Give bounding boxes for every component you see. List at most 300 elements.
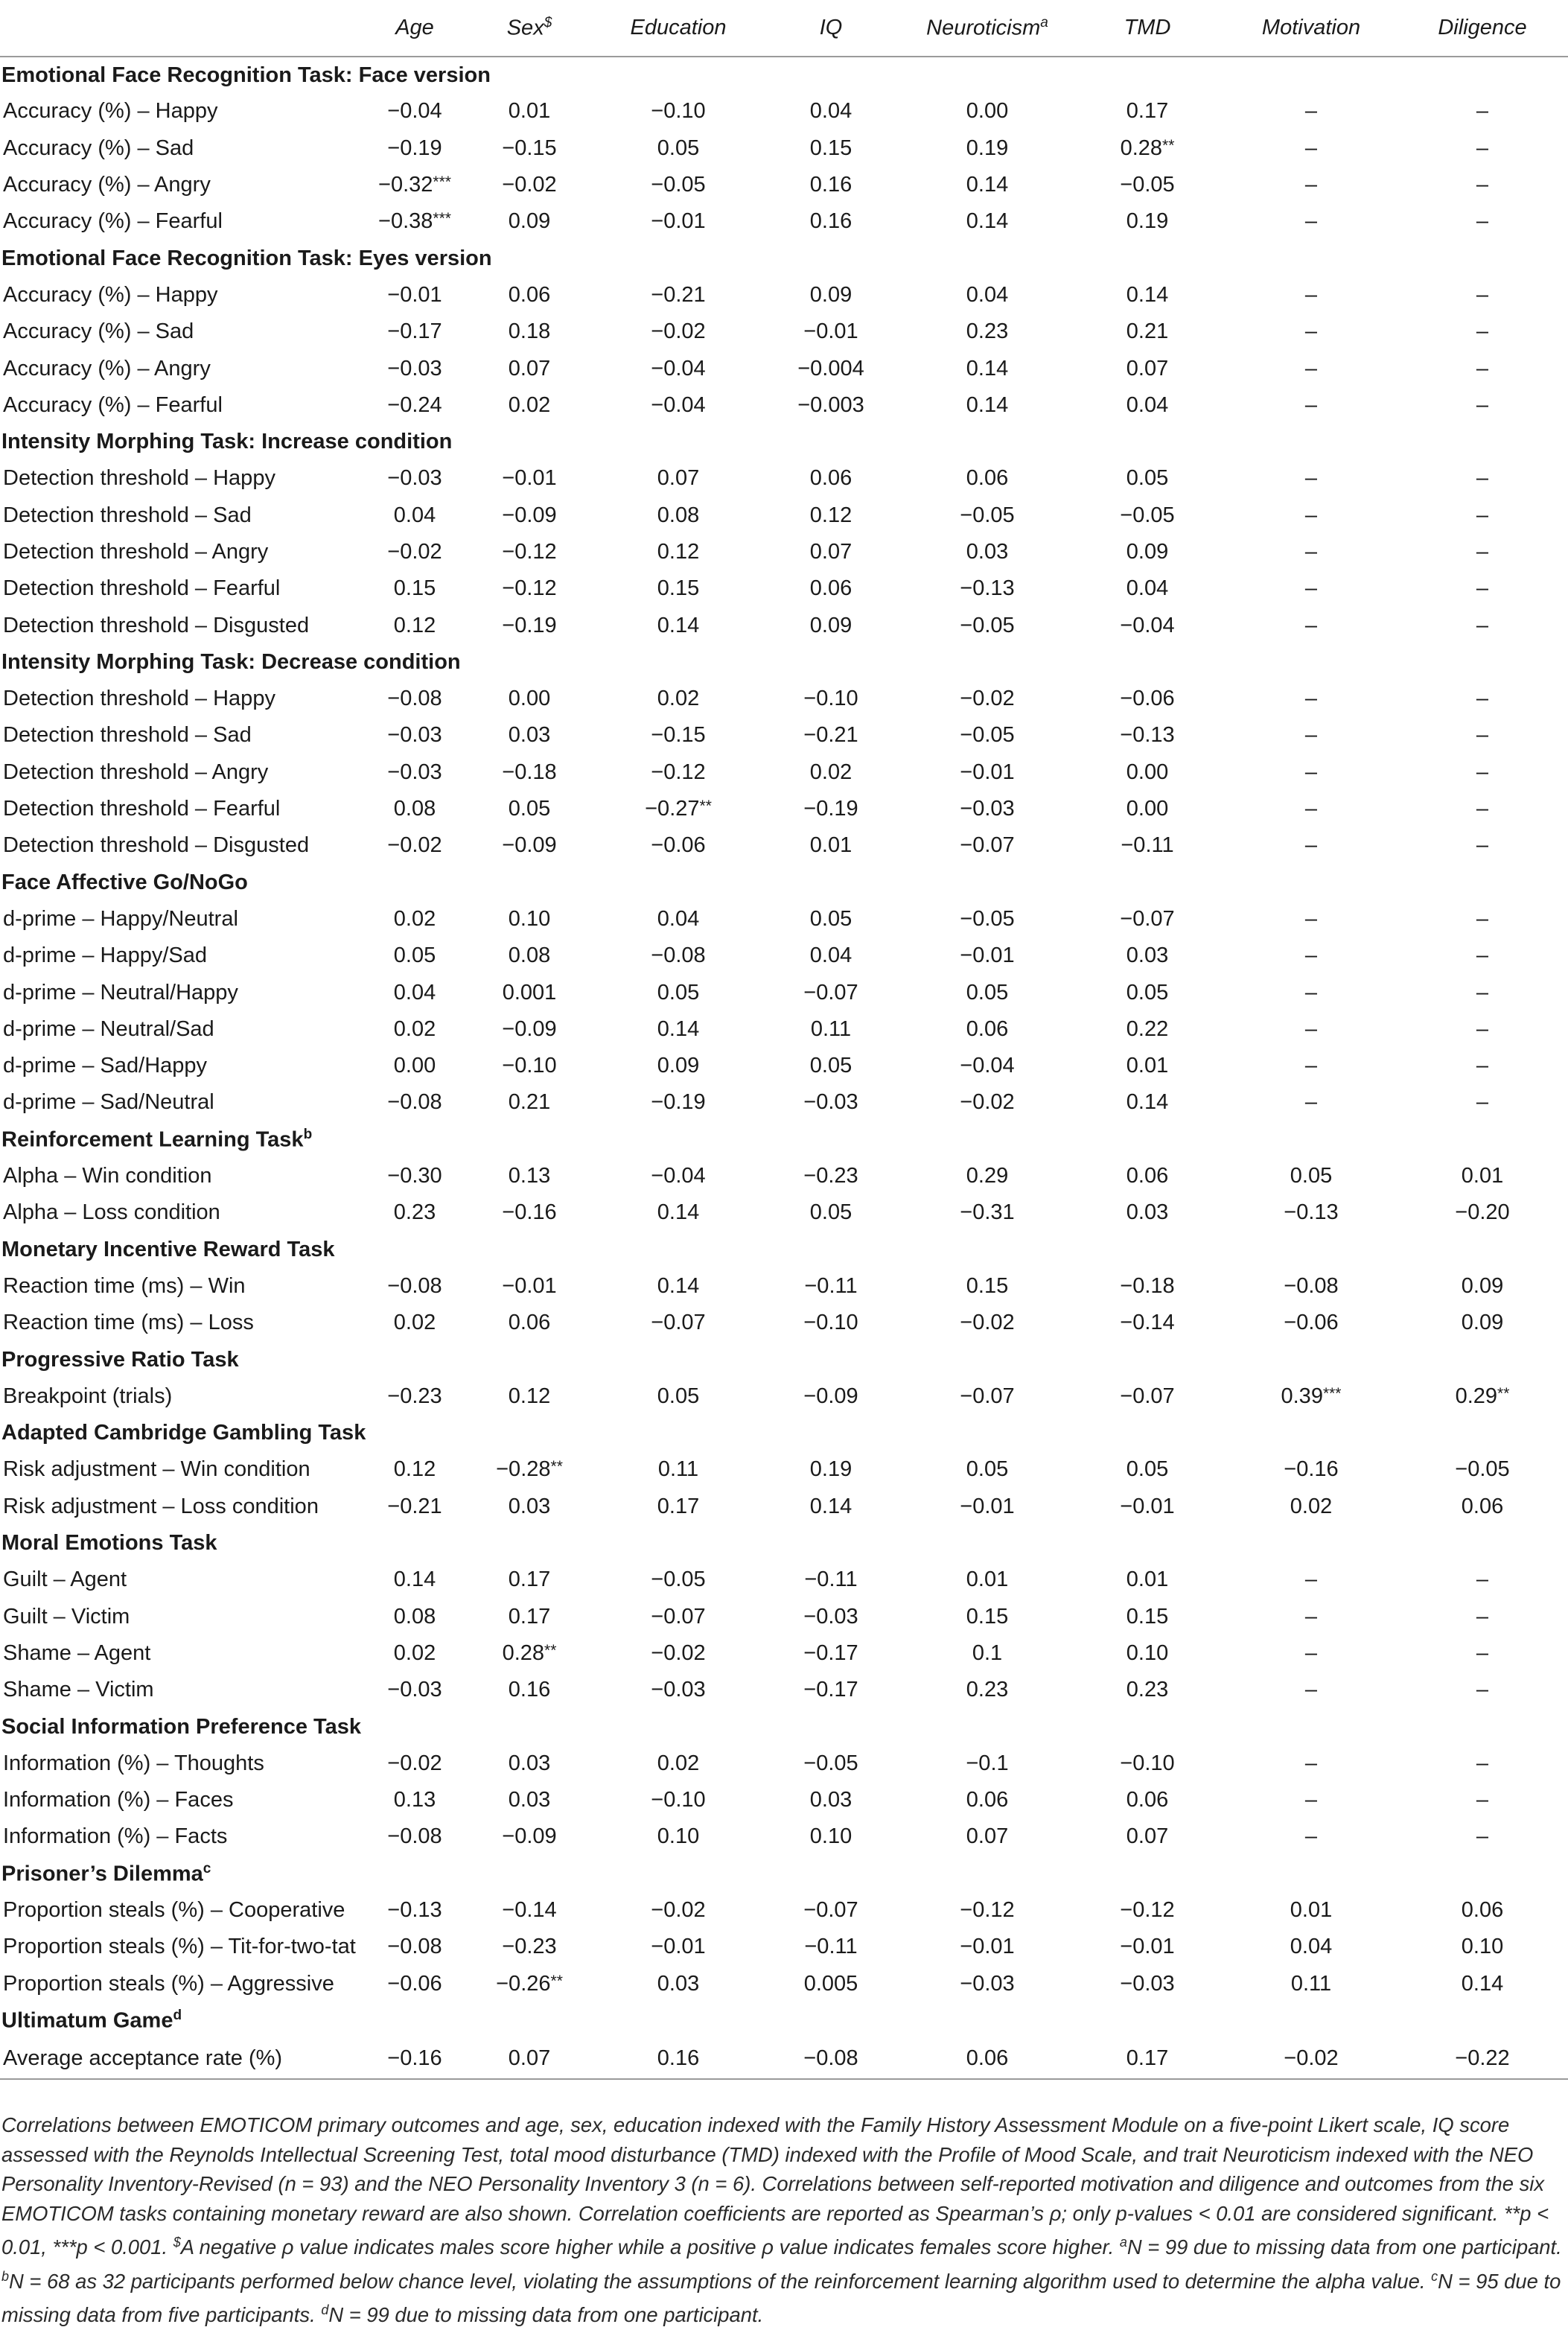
table-cell: 0.02 xyxy=(1290,1494,1333,1518)
table-cell: −0.01 xyxy=(1120,1494,1175,1518)
table-cell: 0.10 xyxy=(508,906,551,931)
table-cell: 0.14 xyxy=(966,209,1009,234)
table-cell: 0.06 xyxy=(905,2039,1069,2079)
table-cell: 0.14 xyxy=(1126,282,1169,307)
table-row xyxy=(0,1598,1568,1634)
table-cell: −0.08 xyxy=(387,1824,442,1849)
table-cell: 0.05 xyxy=(1126,980,1169,1005)
section-title-text: Progressive Ratio Task xyxy=(1,1347,239,1372)
section-title-text: Intensity Morphing Task: Decrease condition xyxy=(1,649,461,674)
table-cell: −0.004 xyxy=(797,356,864,381)
table-row xyxy=(0,1929,1568,1965)
table-cell: 0.05 xyxy=(657,980,700,1005)
table-row xyxy=(0,717,1568,754)
table-cell: −0.02 xyxy=(651,1640,706,1665)
row-label: Proportion steals (%) – Tit-for-two-tat xyxy=(3,1935,356,1959)
table-cell: 0.11 xyxy=(657,1457,699,1482)
table-cell: – xyxy=(1304,1788,1318,1812)
table-cell: – xyxy=(1476,1054,1489,1078)
table-row xyxy=(0,497,1568,534)
table-cell: −0.003 xyxy=(797,392,864,417)
table-cell: −0.02 xyxy=(387,1751,442,1775)
row-label: Proportion steals (%) – Cooperative xyxy=(3,1897,345,1922)
table-row xyxy=(0,387,1568,424)
table-cell: −0.19 xyxy=(651,1090,706,1115)
table-cell: 0.09 xyxy=(1461,1273,1504,1298)
table-cell: −0.01 xyxy=(960,1494,1015,1518)
row-label: Proportion steals (%) – Aggressive xyxy=(3,1971,334,1996)
table-cell: −0.13 xyxy=(960,576,1015,601)
table-cell: 0.12 xyxy=(657,540,700,564)
table-cell: −0.07 xyxy=(1120,1384,1175,1408)
table-cell: −0.05 xyxy=(1120,173,1175,197)
table-cell: – xyxy=(1476,356,1489,381)
table-cell: 0.05 xyxy=(1126,466,1169,491)
section-footnote-marker: b xyxy=(303,1126,313,1142)
table-cell: 0.11 xyxy=(1290,1971,1332,1996)
table-cell: 0.09 xyxy=(809,282,852,307)
section-header xyxy=(0,1856,1568,1892)
table-cell: −0.02 xyxy=(1226,2039,1397,2079)
table-cell: −0.07 xyxy=(803,980,858,1005)
table-cell: −0.03 xyxy=(387,356,442,381)
table-cell: −0.14 xyxy=(502,1897,557,1922)
table-cell: – xyxy=(1304,503,1318,527)
table-row xyxy=(0,277,1568,313)
row-label: Accuracy (%) – Happy xyxy=(3,282,218,307)
table-cell: 0.10 xyxy=(809,1824,852,1849)
table-cell: −0.01 xyxy=(651,209,706,234)
table-cell: 0.09 xyxy=(508,209,551,234)
table-cell: 0.05 xyxy=(966,980,1009,1005)
row-label: Shame – Agent xyxy=(3,1640,151,1665)
section-header xyxy=(0,2002,1568,2039)
table-row xyxy=(0,1084,1568,1121)
table-cell: 0.03 xyxy=(508,1751,551,1775)
table-cell: 0.14 xyxy=(657,613,700,637)
table-cell: 0.15 xyxy=(393,576,436,601)
table-cell: −0.10 xyxy=(651,99,706,124)
section-header xyxy=(0,1415,1568,1451)
table-cell: 0.03 xyxy=(1126,1200,1169,1225)
table-cell: – xyxy=(1476,980,1489,1005)
table-cell: −0.13 xyxy=(1120,723,1175,748)
table-cell: −0.01 xyxy=(803,319,858,344)
table-cell: −0.26** xyxy=(496,1971,563,1996)
table-cell: 0.16 xyxy=(809,173,852,197)
section-title xyxy=(0,240,1568,276)
table-cell: −0.10 xyxy=(1120,1751,1175,1775)
row-label: Risk adjustment – Loss condition xyxy=(3,1494,319,1518)
table-cell: −0.15 xyxy=(502,136,557,160)
table-cell: – xyxy=(1304,576,1318,601)
table-cell: 0.03 xyxy=(966,540,1009,564)
section-header xyxy=(0,1525,1568,1562)
row-label: Accuracy (%) – Angry xyxy=(3,356,211,381)
row-label: d-prime – Neutral/Sad xyxy=(3,1016,214,1041)
table-cell: 0.02 xyxy=(657,1751,700,1775)
row-label: Average acceptance rate (%) xyxy=(0,2039,371,2079)
table-cell: – xyxy=(1476,687,1489,711)
table-cell: 0.21 xyxy=(508,1090,551,1115)
table-cell: – xyxy=(1476,723,1489,748)
row-label: Risk adjustment – Win condition xyxy=(3,1457,310,1482)
table-cell: 0.01 xyxy=(508,99,551,124)
table-cell: 0.08 xyxy=(657,503,700,527)
table-cell: 0.00 xyxy=(966,99,1009,124)
table-cell: 0.04 xyxy=(657,906,700,931)
section-title-text: Ultimatum Game xyxy=(1,2008,173,2033)
table-cell: – xyxy=(1304,1090,1318,1115)
table-row xyxy=(0,938,1568,974)
table-cell: 0.00 xyxy=(508,687,551,711)
section-title xyxy=(0,1525,1568,1562)
table-cell: 0.00 xyxy=(1126,760,1169,784)
row-label: Guilt – Agent xyxy=(3,1567,127,1592)
table-cell: −0.38*** xyxy=(378,209,451,234)
table-cell: 0.09 xyxy=(809,613,852,637)
table-cell: – xyxy=(1476,1090,1489,1115)
table-cell: – xyxy=(1476,503,1489,527)
table-cell: – xyxy=(1476,797,1489,821)
table-cell: – xyxy=(1304,906,1318,931)
row-label: Accuracy (%) – Sad xyxy=(3,136,194,160)
table-cell: −0.12 xyxy=(502,576,557,601)
row-label: Detection threshold – Happy xyxy=(3,466,275,491)
table-cell: 0.29** xyxy=(1455,1384,1510,1408)
table-cell: 0.05 xyxy=(508,797,551,821)
table-cell: 0.14 xyxy=(966,173,1009,197)
header-blank xyxy=(0,0,371,57)
table-cell: 0.06 xyxy=(966,466,1009,491)
table-cell: – xyxy=(1476,1751,1489,1775)
table-cell: −0.05 xyxy=(960,503,1015,527)
table-cell: −0.07 xyxy=(651,1311,706,1335)
header-age: Age xyxy=(371,0,459,57)
table-cell: −0.09 xyxy=(803,1384,858,1408)
table-cell: 0.04 xyxy=(393,980,436,1005)
section-title xyxy=(0,1121,1568,1158)
table-cell: 0.07 xyxy=(809,540,852,564)
table-cell: – xyxy=(1476,1640,1489,1665)
table-cell: – xyxy=(1476,1824,1489,1849)
table-cell: 0.10 xyxy=(1126,1640,1169,1665)
table-row xyxy=(0,1489,1568,1525)
table-cell: – xyxy=(1304,136,1318,160)
table-cell: −0.07 xyxy=(1120,906,1175,931)
table-cell: −0.05 xyxy=(651,173,706,197)
table-cell: 0.03 xyxy=(809,1788,852,1812)
table-cell: 0.05 xyxy=(809,906,852,931)
table-row xyxy=(0,1011,1568,1048)
table-cell: 0.05 xyxy=(809,1054,852,1078)
table-cell: 0.04 xyxy=(1126,576,1169,601)
table-row xyxy=(0,1451,1568,1488)
table-cell: 0.07 xyxy=(1126,1824,1169,1849)
table-row xyxy=(0,2039,1568,2079)
table-cell: −0.21 xyxy=(651,282,706,307)
table-cell: 0.02 xyxy=(393,1640,436,1665)
table-cell: −0.09 xyxy=(502,833,557,858)
table-cell: 0.06 xyxy=(966,1788,1009,1812)
table-cell: −0.1 xyxy=(966,1751,1009,1775)
table-cell: 0.001 xyxy=(502,980,557,1005)
table-cell: −0.01 xyxy=(960,1935,1015,1959)
table-cell: 0.03 xyxy=(508,1494,551,1518)
section-header xyxy=(0,424,1568,460)
table-cell: −0.22 xyxy=(1397,2039,1568,2079)
table-cell: 0.02 xyxy=(657,687,700,711)
table-cell: −0.09 xyxy=(502,1824,557,1849)
table-cell: – xyxy=(1304,797,1318,821)
table-cell: 0.16 xyxy=(809,209,852,234)
table-cell: – xyxy=(1304,760,1318,784)
table-row xyxy=(0,1562,1568,1598)
table-cell: – xyxy=(1304,99,1318,124)
row-label: Accuracy (%) – Fearful xyxy=(3,392,223,417)
header-tmd: TMD xyxy=(1069,0,1226,57)
table-cell: 0.04 xyxy=(393,503,436,527)
header-diligence: Diligence xyxy=(1397,0,1568,57)
table-cell: −0.03 xyxy=(803,1090,858,1115)
row-label: Guilt – Victim xyxy=(3,1604,130,1629)
table-cell: −0.32*** xyxy=(378,173,451,197)
table-cell: −0.17 xyxy=(387,319,442,344)
row-label: Alpha – Win condition xyxy=(3,1164,212,1188)
table-cell: −0.19 xyxy=(502,613,557,637)
section-title-text: Emotional Face Recognition Task: Face version xyxy=(1,63,491,87)
table-cell: −0.10 xyxy=(803,1311,858,1335)
table-cell: 0.14 xyxy=(657,1273,700,1298)
table-footnote xyxy=(1,2110,1565,2330)
table-cell: 0.15 xyxy=(809,136,852,160)
table-cell: 0.04 xyxy=(1290,1935,1333,1959)
table-cell: −0.04 xyxy=(651,392,706,417)
table-cell: – xyxy=(1476,209,1489,234)
table-cell: 0.09 xyxy=(657,1054,700,1078)
section-title xyxy=(0,1856,1568,1892)
table-cell: 0.04 xyxy=(1126,392,1169,417)
section-title-text: Reinforcement Learning Task xyxy=(1,1127,304,1152)
table-cell: 0.08 xyxy=(508,943,551,968)
table-cell: 0.09 xyxy=(1126,540,1169,564)
table-cell: −0.02 xyxy=(651,1897,706,1922)
table-cell: −0.10 xyxy=(803,687,858,711)
table-cell: – xyxy=(1476,1567,1489,1592)
table-cell: 0.07 xyxy=(459,2039,600,2079)
row-label: Detection threshold – Sad xyxy=(3,723,252,748)
row-label: Information (%) – Faces xyxy=(3,1788,234,1812)
table-row xyxy=(0,534,1568,570)
table-row xyxy=(0,1158,1568,1194)
table-cell: −0.03 xyxy=(1120,1971,1175,1996)
section-header xyxy=(0,1121,1568,1158)
table-cell: 0.05 xyxy=(657,136,700,160)
table-cell: −0.08 xyxy=(387,1090,442,1115)
table-cell: 0.05 xyxy=(809,1200,852,1225)
table-row xyxy=(0,1745,1568,1782)
table-cell: – xyxy=(1476,1016,1489,1041)
table-cell: 0.05 xyxy=(1290,1164,1333,1188)
table-cell: – xyxy=(1476,613,1489,637)
header-neuroticism: Neuroticism$^a$ xyxy=(905,0,1069,57)
table-cell: −0.24 xyxy=(387,392,442,417)
table-cell: −0.11 xyxy=(804,1567,858,1592)
table-cell: – xyxy=(1476,576,1489,601)
table-row xyxy=(0,1672,1568,1708)
table-cell: −0.16 xyxy=(371,2039,459,2079)
table-cell: −0.30 xyxy=(387,1164,442,1188)
table-cell: – xyxy=(1304,1054,1318,1078)
table-cell: 0.15 xyxy=(657,576,700,601)
table-cell: 0.29 xyxy=(966,1164,1009,1188)
table-row xyxy=(0,1378,1568,1415)
table-cell: 0.11 xyxy=(810,1016,852,1041)
table-cell: 0.01 xyxy=(1126,1567,1169,1592)
table-cell: 0.06 xyxy=(966,1016,1009,1041)
table-cell: −0.03 xyxy=(387,723,442,748)
table-cell: – xyxy=(1476,282,1489,307)
table-cell: −0.12 xyxy=(960,1897,1015,1922)
header-education: Education xyxy=(600,0,756,57)
table-cell: 0.19 xyxy=(809,1457,852,1482)
table-row xyxy=(0,1892,1568,1929)
table-cell: 0.03 xyxy=(508,1788,551,1812)
table-cell: 0.14 xyxy=(1461,1971,1504,1996)
table-cell: −0.23 xyxy=(803,1164,858,1188)
row-label: d-prime – Sad/Happy xyxy=(3,1054,208,1078)
table-cell: 0.03 xyxy=(657,1971,700,1996)
table-cell: – xyxy=(1304,540,1318,564)
row-label: Information (%) – Facts xyxy=(3,1824,228,1849)
section-title xyxy=(0,865,1568,901)
table-cell: 0.03 xyxy=(508,723,551,748)
table-cell: −0.02 xyxy=(960,687,1015,711)
row-label: Detection threshold – Disgusted xyxy=(3,833,310,858)
table-cell: 0.16 xyxy=(600,2039,756,2079)
table-cell: −0.09 xyxy=(502,1016,557,1041)
table-cell: −0.08 xyxy=(651,943,706,968)
table-cell: 0.12 xyxy=(508,1384,551,1408)
table-row xyxy=(0,1818,1568,1855)
row-label: Shame – Victim xyxy=(3,1678,154,1702)
table-cell: −0.04 xyxy=(960,1054,1015,1078)
table-cell: −0.15 xyxy=(651,723,706,748)
table-cell: −0.08 xyxy=(387,1273,442,1298)
section-header xyxy=(0,865,1568,901)
table-cell: 0.17 xyxy=(508,1567,551,1592)
table-cell: −0.02 xyxy=(960,1311,1015,1335)
table-cell: −0.07 xyxy=(651,1604,706,1629)
table-cell: – xyxy=(1476,173,1489,197)
table-cell: −0.07 xyxy=(803,1897,858,1922)
table-cell: −0.06 xyxy=(1284,1311,1339,1335)
table-cell: 0.17 xyxy=(657,1494,700,1518)
row-label: Breakpoint (trials) xyxy=(3,1384,173,1408)
row-label: Alpha – Loss condition xyxy=(3,1200,220,1225)
table-cell: 0.06 xyxy=(809,466,852,491)
table-row xyxy=(0,350,1568,386)
footnote-main: Correlations between EMOTICOM primary outcomes and age, sex, education indexed with the Family History Assessment Module on a five-point Likert scale, IQ score assessed with the Reynolds Intellectual Screening Test, total mood disturbance (TMD) indexed with the Profile of Mood Scale, and trait Neuroticism indexed with the NEO Personality Inventory-Revised (n = 93) and the NEO Personality Inventory 3 (n = 6). Correlations between self-reported motivation and diligence and outcomes from the six EMOTICOM tasks containing monetary reward are also shown. Correlation coefficients are reported as Spearman’s ρ; only p-values < 0.01 are considered significant. **p < 0.01, ***p < 0.001. $A negative ρ value indicates males score higher while a positive ρ value indicates females score higher. $^a$N = 99 due to missing data from one participant. $^b$N = 68 as 32 participants performed below chance level, violating the assumptions of the reinforcement learning algorithm used to determine the alpha value. $^c$N = 95 due to missing data from five participants. $^d$N = 99 due to missing data from one participant. xyxy=(1,2113,1562,2327)
table-cell: 0.14 xyxy=(966,356,1009,381)
table-row xyxy=(0,1965,1568,2002)
table-cell: −0.05 xyxy=(960,723,1015,748)
table-cell: – xyxy=(1304,1824,1318,1849)
table-cell: – xyxy=(1304,1604,1318,1629)
table-row xyxy=(0,974,1568,1010)
table-cell: 0.02 xyxy=(809,760,852,784)
section-header xyxy=(0,1232,1568,1268)
section-header xyxy=(0,57,1568,93)
table-cell: – xyxy=(1476,392,1489,417)
table-cell: −0.09 xyxy=(502,503,557,527)
table-cell: 0.18 xyxy=(508,319,551,344)
table-cell: 0.13 xyxy=(393,1788,436,1812)
table-cell: −0.02 xyxy=(960,1090,1015,1115)
row-label: Detection threshold – Disgusted xyxy=(3,613,310,637)
table-cell: – xyxy=(1304,282,1318,307)
table-cell: −0.01 xyxy=(1120,1935,1175,1959)
table-cell: 0.07 xyxy=(1126,356,1169,381)
table-cell: −0.11 xyxy=(804,1273,858,1298)
table-cell: −0.01 xyxy=(502,466,557,491)
table-cell: 0.06 xyxy=(1126,1788,1169,1812)
table-cell: 0.03 xyxy=(1126,943,1169,968)
section-title-text: Moral Emotions Task xyxy=(1,1531,217,1556)
table-cell: 0.12 xyxy=(809,503,852,527)
table-cell: −0.10 xyxy=(651,1788,706,1812)
section-header xyxy=(0,1341,1568,1378)
table-cell: 0.06 xyxy=(1461,1494,1504,1518)
table-row xyxy=(0,570,1568,607)
table-cell: −0.03 xyxy=(651,1678,706,1702)
table-cell: −0.02 xyxy=(651,319,706,344)
table-row xyxy=(0,313,1568,350)
table-cell: −0.03 xyxy=(960,1971,1015,1996)
section-title-text: Face Affective Go/NoGo xyxy=(1,870,248,894)
row-label: d-prime – Happy/Neutral xyxy=(3,906,238,931)
section-title xyxy=(0,1341,1568,1378)
table-cell: – xyxy=(1476,833,1489,858)
table-cell: – xyxy=(1476,136,1489,160)
section-title xyxy=(0,424,1568,460)
table-cell: −0.04 xyxy=(1120,613,1175,637)
table-cell: 0.04 xyxy=(809,99,852,124)
section-title-text: Monetary Incentive Reward Task xyxy=(1,1237,335,1261)
section-title-text: Prisoner’s Dilemma xyxy=(1,1862,203,1886)
table-cell: 0.05 xyxy=(1126,1457,1169,1482)
table-cell: −0.21 xyxy=(387,1494,442,1518)
table-cell: 0.14 xyxy=(809,1494,852,1518)
table-cell: – xyxy=(1304,943,1318,968)
table-cell: −0.03 xyxy=(960,797,1015,821)
table-cell: −0.14 xyxy=(1120,1311,1175,1335)
table-cell: 0.10 xyxy=(1461,1935,1504,1959)
header-iq: IQ xyxy=(756,0,905,57)
table-row xyxy=(0,1048,1568,1084)
table-row xyxy=(0,681,1568,717)
table-cell: 0.17 xyxy=(1069,2039,1226,2079)
section-title xyxy=(0,644,1568,681)
table-cell: 0.14 xyxy=(1126,1090,1169,1115)
table-cell: – xyxy=(1304,1678,1318,1702)
table-cell: −0.08 xyxy=(756,2039,905,2079)
table-cell: 0.14 xyxy=(966,392,1009,417)
table-row xyxy=(0,130,1568,167)
row-label: d-prime – Sad/Neutral xyxy=(3,1090,214,1115)
table-cell: – xyxy=(1476,319,1489,344)
row-label: Information (%) – Thoughts xyxy=(3,1751,264,1775)
